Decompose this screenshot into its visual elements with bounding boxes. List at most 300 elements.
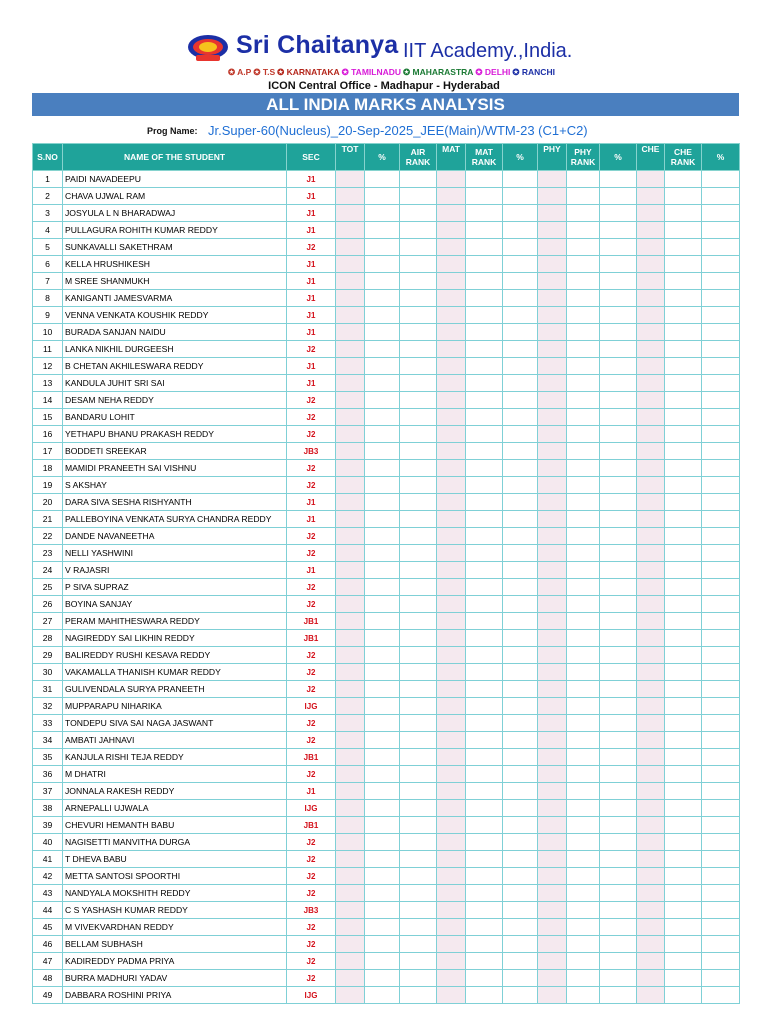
score-cell [637, 256, 665, 273]
serial-number-cell: 1 [33, 171, 63, 188]
score-cell [437, 715, 466, 732]
score-cell [538, 443, 567, 460]
serial-number-cell: 25 [33, 579, 63, 596]
student-name-cell: C S YASHASH KUMAR REDDY [63, 902, 287, 919]
score-cell [503, 562, 538, 579]
score-cell [600, 902, 637, 919]
score-cell [466, 766, 503, 783]
score-cell [336, 851, 365, 868]
score-cell [637, 868, 665, 885]
score-cell [637, 766, 665, 783]
score-cell [702, 222, 740, 239]
section-cell: J1 [287, 783, 336, 800]
score-cell [637, 426, 665, 443]
score-cell [400, 358, 437, 375]
score-cell [400, 256, 437, 273]
score-cell [567, 596, 600, 613]
score-cell [637, 987, 665, 1004]
score-cell [400, 494, 437, 511]
score-cell [466, 188, 503, 205]
score-cell [665, 919, 702, 936]
score-cell [665, 545, 702, 562]
section-cell: J2 [287, 239, 336, 256]
score-cell [336, 256, 365, 273]
table-row [33, 664, 740, 681]
score-cell [600, 256, 637, 273]
score-cell [702, 681, 740, 698]
score-cell [567, 919, 600, 936]
serial-number-cell: 34 [33, 732, 63, 749]
serial-number-cell: 37 [33, 783, 63, 800]
serial-number-cell: 40 [33, 834, 63, 851]
score-cell [567, 885, 600, 902]
score-cell [336, 562, 365, 579]
score-cell [702, 885, 740, 902]
score-cell [437, 817, 466, 834]
serial-number-cell: 24 [33, 562, 63, 579]
table-row [33, 460, 740, 477]
score-cell [600, 834, 637, 851]
score-cell [702, 477, 740, 494]
score-cell [637, 290, 665, 307]
score-cell [567, 256, 600, 273]
score-cell [503, 732, 538, 749]
student-name-cell: BELLAM SUBHASH [63, 936, 287, 953]
score-cell [437, 987, 466, 1004]
score-cell [437, 205, 466, 222]
score-cell [365, 239, 400, 256]
score-cell [600, 953, 637, 970]
student-name-cell: YETHAPU BHANU PRAKASH REDDY [63, 426, 287, 443]
score-cell [600, 749, 637, 766]
score-cell [538, 290, 567, 307]
score-cell [538, 664, 567, 681]
score-cell [538, 715, 567, 732]
score-cell [336, 698, 365, 715]
table-row [33, 698, 740, 715]
score-cell [702, 443, 740, 460]
serial-number-cell: 35 [33, 749, 63, 766]
table-row [33, 987, 740, 1004]
score-cell [466, 528, 503, 545]
score-cell [702, 919, 740, 936]
score-cell [637, 698, 665, 715]
states-list [228, 67, 557, 78]
score-cell [365, 205, 400, 222]
score-cell [538, 766, 567, 783]
serial-number-cell: 18 [33, 460, 63, 477]
score-cell [365, 171, 400, 188]
score-cell [437, 528, 466, 545]
student-name-cell: NAGISETTI MANVITHA DURGA [63, 834, 287, 851]
score-cell [466, 409, 503, 426]
score-cell [702, 732, 740, 749]
serial-number-cell: 30 [33, 664, 63, 681]
student-name-cell: JOSYULA L N BHARADWAJ [63, 205, 287, 222]
score-cell [466, 477, 503, 494]
score-cell [538, 919, 567, 936]
score-cell [567, 817, 600, 834]
score-cell [600, 171, 637, 188]
score-cell [437, 613, 466, 630]
score-cell [365, 919, 400, 936]
score-cell [702, 205, 740, 222]
score-cell [538, 494, 567, 511]
table-row [33, 205, 740, 222]
score-cell [400, 171, 437, 188]
score-cell [538, 936, 567, 953]
score-cell [665, 698, 702, 715]
score-cell [538, 239, 567, 256]
score-cell [665, 273, 702, 290]
section-cell: J2 [287, 936, 336, 953]
score-cell [336, 987, 365, 1004]
score-cell [365, 783, 400, 800]
score-cell [466, 460, 503, 477]
score-cell [665, 171, 702, 188]
col-tot: TOT [336, 144, 365, 171]
score-cell [665, 902, 702, 919]
score-cell [336, 613, 365, 630]
score-cell [567, 511, 600, 528]
score-cell [637, 443, 665, 460]
score-cell [637, 273, 665, 290]
score-cell [503, 341, 538, 358]
student-name-cell: MAMIDI PRANEETH SAI VISHNU [63, 460, 287, 477]
score-cell [400, 579, 437, 596]
student-name-cell: B CHETAN AKHILESWARA REDDY [63, 358, 287, 375]
score-cell [637, 205, 665, 222]
score-cell [702, 902, 740, 919]
serial-number-cell: 27 [33, 613, 63, 630]
score-cell [503, 851, 538, 868]
score-cell [400, 239, 437, 256]
score-cell [466, 256, 503, 273]
score-cell [365, 426, 400, 443]
serial-number-cell: 39 [33, 817, 63, 834]
score-cell [702, 460, 740, 477]
score-cell [567, 732, 600, 749]
score-cell [567, 188, 600, 205]
score-cell [567, 494, 600, 511]
score-cell [665, 307, 702, 324]
score-cell [336, 647, 365, 664]
score-cell [400, 460, 437, 477]
section-cell: J2 [287, 409, 336, 426]
score-cell [600, 239, 637, 256]
table-row [33, 613, 740, 630]
student-name-cell: VAKAMALLA THANISH KUMAR REDDY [63, 664, 287, 681]
score-cell [365, 868, 400, 885]
score-cell [637, 613, 665, 630]
score-cell [400, 800, 437, 817]
col-pct: % [365, 144, 400, 171]
score-cell [538, 749, 567, 766]
score-cell [437, 936, 466, 953]
table-row [33, 953, 740, 970]
score-cell [400, 732, 437, 749]
score-cell [665, 477, 702, 494]
score-cell [503, 256, 538, 273]
score-cell [365, 443, 400, 460]
serial-number-cell: 31 [33, 681, 63, 698]
score-cell [600, 358, 637, 375]
score-cell [365, 664, 400, 681]
table-row [33, 800, 740, 817]
state-label: ✪ RANCHI [512, 67, 555, 77]
score-cell [538, 528, 567, 545]
score-cell [600, 222, 637, 239]
section-cell: J2 [287, 392, 336, 409]
score-cell [538, 426, 567, 443]
section-cell: J1 [287, 205, 336, 222]
score-cell [538, 222, 567, 239]
serial-number-cell: 4 [33, 222, 63, 239]
score-cell [437, 409, 466, 426]
score-cell [567, 613, 600, 630]
section-cell: J1 [287, 375, 336, 392]
score-cell [567, 630, 600, 647]
score-cell [538, 324, 567, 341]
section-cell: JB1 [287, 613, 336, 630]
score-cell [365, 511, 400, 528]
score-cell [538, 477, 567, 494]
score-cell [466, 392, 503, 409]
score-cell [600, 392, 637, 409]
col-mat-rank: MAT RANK [466, 144, 503, 171]
student-name-cell: NELLI YASHWINI [63, 545, 287, 562]
score-cell [600, 715, 637, 732]
score-cell [400, 834, 437, 851]
score-cell [702, 528, 740, 545]
score-cell [437, 868, 466, 885]
score-cell [665, 443, 702, 460]
score-cell [665, 579, 702, 596]
score-cell [400, 443, 437, 460]
score-cell [702, 358, 740, 375]
table-row [33, 868, 740, 885]
section-cell: J2 [287, 528, 336, 545]
score-cell [538, 613, 567, 630]
score-cell [538, 732, 567, 749]
score-cell [503, 375, 538, 392]
score-cell [665, 596, 702, 613]
score-cell [365, 613, 400, 630]
table-row [33, 511, 740, 528]
score-cell [637, 358, 665, 375]
score-cell [365, 324, 400, 341]
score-cell [466, 868, 503, 885]
student-name-cell: MUPPARAPU NIHARIKA [63, 698, 287, 715]
score-cell [336, 222, 365, 239]
score-cell [637, 460, 665, 477]
score-cell [336, 919, 365, 936]
serial-number-cell: 32 [33, 698, 63, 715]
section-cell: J2 [287, 681, 336, 698]
state-label: ✪ MAHARASTRA [403, 67, 474, 77]
score-cell [336, 868, 365, 885]
score-cell [702, 290, 740, 307]
score-cell [336, 681, 365, 698]
score-cell [665, 647, 702, 664]
score-cell [365, 392, 400, 409]
score-cell [437, 324, 466, 341]
section-cell: IJG [287, 987, 336, 1004]
score-cell [702, 664, 740, 681]
score-cell [567, 868, 600, 885]
serial-number-cell: 5 [33, 239, 63, 256]
table-row [33, 273, 740, 290]
section-cell: JB3 [287, 443, 336, 460]
score-cell [466, 290, 503, 307]
section-cell: J1 [287, 494, 336, 511]
table-row [33, 970, 740, 987]
student-name-cell: NAGIREDDY SAI LIKHIN REDDY [63, 630, 287, 647]
score-cell [637, 800, 665, 817]
score-cell [637, 885, 665, 902]
score-cell [665, 562, 702, 579]
table-row [33, 477, 740, 494]
score-cell [600, 409, 637, 426]
score-cell [702, 188, 740, 205]
score-cell [702, 817, 740, 834]
serial-number-cell: 49 [33, 987, 63, 1004]
score-cell [702, 851, 740, 868]
score-cell [665, 868, 702, 885]
score-cell [400, 851, 437, 868]
table-row [33, 256, 740, 273]
score-cell [538, 188, 567, 205]
col-sec: SEC [287, 144, 336, 171]
score-cell [400, 188, 437, 205]
table-row [33, 494, 740, 511]
score-cell [600, 783, 637, 800]
score-cell [538, 392, 567, 409]
section-cell: J1 [287, 256, 336, 273]
score-cell [538, 511, 567, 528]
section-cell: J2 [287, 545, 336, 562]
score-cell [400, 341, 437, 358]
score-cell [365, 545, 400, 562]
section-cell: J1 [287, 171, 336, 188]
student-name-cell: PULLAGURA ROHITH KUMAR REDDY [63, 222, 287, 239]
page-header [0, 0, 768, 93]
score-cell [600, 919, 637, 936]
score-cell [637, 681, 665, 698]
score-cell [665, 528, 702, 545]
score-cell [702, 392, 740, 409]
score-cell [567, 664, 600, 681]
score-cell [503, 800, 538, 817]
score-cell [600, 766, 637, 783]
student-name-cell: M DHATRI [63, 766, 287, 783]
score-cell [365, 698, 400, 715]
score-cell [466, 987, 503, 1004]
score-cell [600, 562, 637, 579]
score-cell [702, 511, 740, 528]
score-cell [637, 953, 665, 970]
table-row [33, 919, 740, 936]
score-cell [503, 460, 538, 477]
score-cell [600, 698, 637, 715]
score-cell [365, 970, 400, 987]
score-cell [466, 375, 503, 392]
serial-number-cell: 42 [33, 868, 63, 885]
table-row [33, 766, 740, 783]
score-cell [365, 494, 400, 511]
score-cell [400, 324, 437, 341]
serial-number-cell: 43 [33, 885, 63, 902]
score-cell [665, 749, 702, 766]
score-cell [665, 783, 702, 800]
score-cell [600, 970, 637, 987]
score-cell [600, 800, 637, 817]
score-cell [665, 375, 702, 392]
score-cell [538, 953, 567, 970]
table-row [33, 290, 740, 307]
score-cell [665, 970, 702, 987]
score-cell [365, 358, 400, 375]
score-cell [567, 970, 600, 987]
score-cell [600, 205, 637, 222]
score-cell [336, 477, 365, 494]
score-cell [702, 307, 740, 324]
score-cell [637, 375, 665, 392]
serial-number-cell: 3 [33, 205, 63, 222]
student-name-cell: V RAJASRI [63, 562, 287, 579]
score-cell [567, 800, 600, 817]
score-cell [365, 936, 400, 953]
score-cell [503, 885, 538, 902]
section-cell: J1 [287, 511, 336, 528]
score-cell [437, 902, 466, 919]
score-cell [567, 443, 600, 460]
score-cell [400, 919, 437, 936]
col-phy: PHY [538, 144, 567, 171]
score-cell [400, 528, 437, 545]
score-cell [567, 392, 600, 409]
score-cell [336, 307, 365, 324]
section-cell: J2 [287, 426, 336, 443]
program-line [147, 122, 588, 140]
section-cell: J1 [287, 562, 336, 579]
score-cell [702, 256, 740, 273]
score-cell [400, 749, 437, 766]
serial-number-cell: 6 [33, 256, 63, 273]
score-cell [665, 630, 702, 647]
score-cell [665, 460, 702, 477]
serial-number-cell: 8 [33, 290, 63, 307]
score-cell [466, 732, 503, 749]
brand-name: Sri Chaitanya [236, 31, 399, 59]
score-cell [665, 290, 702, 307]
score-cell [702, 783, 740, 800]
student-name-cell: PERAM MAHITHESWARA REDDY [63, 613, 287, 630]
score-cell [567, 307, 600, 324]
score-cell [665, 681, 702, 698]
section-cell: J1 [287, 324, 336, 341]
score-cell [466, 443, 503, 460]
score-cell [365, 834, 400, 851]
student-name-cell: TONDEPU SIVA SAI NAGA JASWANT [63, 715, 287, 732]
student-name-cell: CHEVURI HEMANTH BABU [63, 817, 287, 834]
score-cell [637, 817, 665, 834]
score-cell [466, 851, 503, 868]
score-cell [567, 358, 600, 375]
section-cell: J1 [287, 273, 336, 290]
score-cell [336, 494, 365, 511]
score-cell [503, 987, 538, 1004]
